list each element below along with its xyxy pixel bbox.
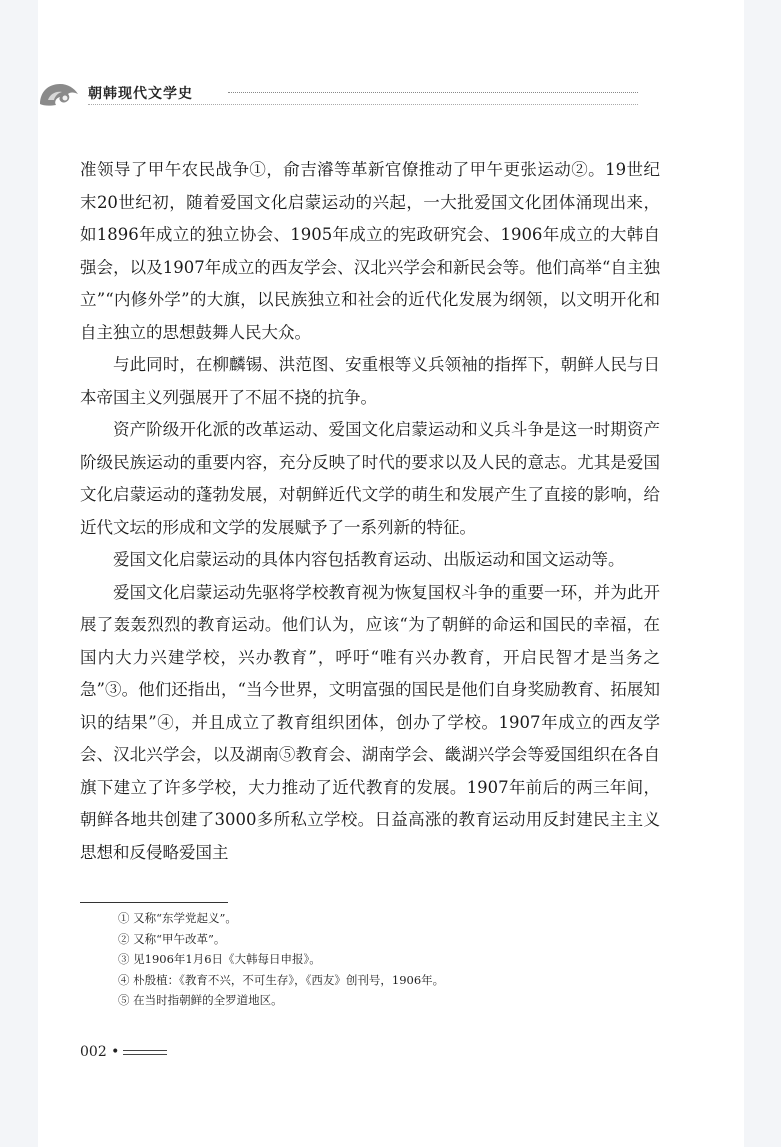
running-header	[38, 78, 638, 112]
page-number: 002 •	[80, 1044, 120, 1060]
footnote-separator	[80, 902, 228, 903]
cloud-ornament-icon	[38, 78, 80, 108]
footnote: ② 又称“甲午改革”。	[118, 931, 226, 946]
body-text	[80, 154, 660, 869]
footer-rule	[123, 1050, 167, 1055]
footnote: ③ 见1906年1月6日《大韩每日申报》。	[118, 952, 321, 966]
footnote: ⑤ 在当时指朝鲜的全罗道地区。	[118, 993, 283, 1007]
paragraph: 资产阶级开化派的改革运动、爱国文化启蒙运动和义兵斗争是这一时期资产阶级民族运动的重要内容，充分反映了时代的要求以及人民的意志。尤其是爱国文化启蒙运动的蓬勃发展，对朝鲜近代文学的萌生和发展产生了直接的影响，给近代文坛的形成和文学的发展赋予了一系列新的特征。	[80, 420, 660, 537]
footnote: ④ 朴殷植：《教育不兴，不可生存》，《西友》创刊号，1906年。	[118, 972, 445, 987]
footnote: ① 又称“东学党起义”。	[118, 911, 237, 925]
header-rule	[228, 92, 638, 93]
paragraph: 准领导了甲午农民战争①，俞吉濬等革新官僚推动了甲午更张运动②。19世纪末20世纪初，随着爱国文化启蒙运动的兴起，一大批爱国文化团体涌现出来，如1896年成立的独立协会、1905年成立的宪政研究会、1906年成立的大韩自强会，以及1907年成立的西友学会、汉北兴学会和新民会等。他们高举“自主独立”“内修外学”的大旗，以民族独立和社会的近代化发展为纲领，以文明开化和自主独立的思想鼓舞人民大众。	[80, 160, 660, 342]
footnotes	[118, 908, 638, 1011]
paragraph: 爱国文化启蒙运动先驱将学校教育视为恢复国权斗争的重要一环，并为此开展了轰轰烈烈的教育运动。他们认为，应该“为了朝鲜的命运和国民的幸福，在国内大力兴建学校，兴办教育”，呼吁“唯有兴办教育，开启民智才是当务之急”③。他们还指出，“当今世界，文明富强的国民是他们自身奖励教育、拓展知识的结果”④，并且成立了教育组织团体，创办了学校。1907年成立的西友学会、汉北兴学会，以及湖南⑤教育会、湖南学会、畿湖兴学会等爱国组织在各自旗下建立了许多学校，大力推动了近代教育的发展。1907年前后的两三年间，朝鲜各地共创建了3000多所私立学校。日益高涨的教育运动用反封建民主主义思想和反侵略爱国主	[80, 582, 660, 862]
book-title: 朝韩现代文学史	[88, 86, 193, 102]
page-footer	[80, 1044, 167, 1060]
paragraph: 爱国文化启蒙运动的具体内容包括教育运动、出版运动和国文运动等。	[113, 550, 625, 569]
paragraph: 与此同时，在柳麟锡、洪范图、安重根等义兵领袖的指挥下，朝鲜人民与日本帝国主义列强展开了不屈不挠的抗争。	[80, 355, 660, 407]
header-rule-lower	[88, 104, 638, 105]
